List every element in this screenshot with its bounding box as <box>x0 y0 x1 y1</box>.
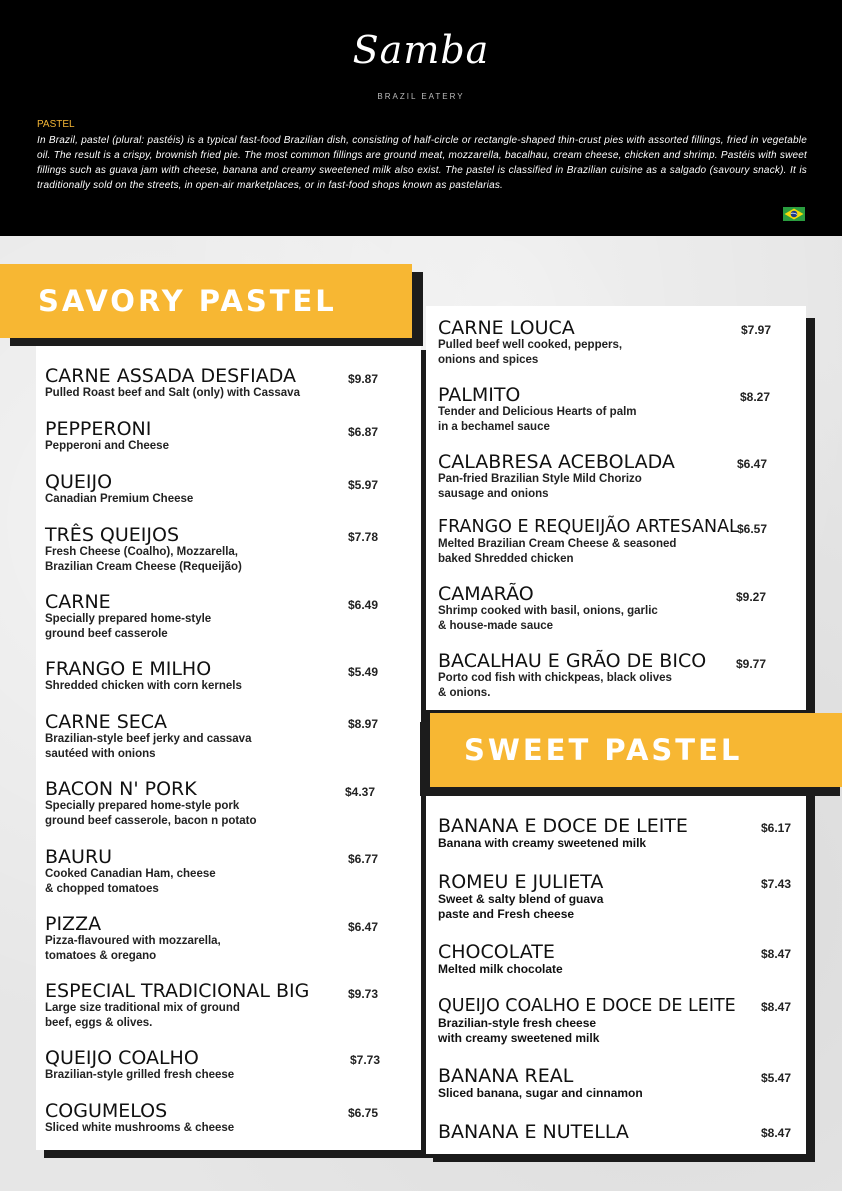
item-name: TRÊS QUEIJOS <box>45 524 180 546</box>
menu-item <box>45 525 242 575</box>
item-name: ROMEU E JULIETA <box>438 871 604 893</box>
menu-item <box>45 1048 234 1083</box>
item-name: ESPECIAL TRADICIONAL BIG <box>45 980 310 1002</box>
menu-item <box>45 419 169 454</box>
sweet-banner <box>430 713 842 787</box>
menu-item <box>45 914 221 964</box>
item-price: $9.77 <box>736 657 767 671</box>
menu-item <box>45 712 251 762</box>
item-price: $6.47 <box>737 457 768 471</box>
menu-item <box>45 472 193 507</box>
menu-item <box>438 1122 629 1142</box>
item-desc: Large size traditional mix of ground beef, eggs & olives. <box>45 1002 240 1029</box>
item-desc: Cooked Canadian Ham, cheese & chopped tomatoes <box>45 868 216 895</box>
item-name: PEPPERONI <box>45 418 152 440</box>
item-price: $6.75 <box>348 1106 379 1120</box>
item-price: $8.47 <box>761 1126 792 1140</box>
item-price: $9.73 <box>348 987 379 1001</box>
item-desc: Tender and Delicious Hearts of palm in a bechamel sauce <box>438 406 637 433</box>
item-price: $8.27 <box>740 390 771 404</box>
item-desc: Pulled Roast beef and Salt (only) with Cassava <box>45 387 300 399</box>
item-name: BANANA REAL <box>438 1065 574 1087</box>
menu-item <box>45 847 216 897</box>
item-desc: Brazilian-style fresh cheese with creamy sweetened milk <box>438 1016 600 1045</box>
item-name: PALMITO <box>438 384 521 406</box>
item-price: $6.17 <box>761 821 792 835</box>
item-name: BACON N' PORK <box>45 778 197 800</box>
item-price: $8.47 <box>761 947 792 961</box>
header <box>0 0 842 236</box>
menu-item <box>438 584 658 634</box>
item-desc: Specially prepared home-style ground beef casserole <box>45 613 212 640</box>
item-desc: Pepperoni and Cheese <box>45 440 169 452</box>
item-desc: Canadian Premium Cheese <box>45 493 194 505</box>
item-desc: Brazilian-style beef jerky and cassava sautéed with onions <box>45 733 252 760</box>
item-desc: Shredded chicken with corn kernels <box>45 680 242 692</box>
item-name: CHOCOLATE <box>438 941 555 963</box>
intro-text: In Brazil, pastel (plural: pastéis) is a typical fast-food Brazilian dish, consisting of half-circle or rectangle-shaped thin-crust pies with assorted fillings, fried in vegetable oil. The result is a crispy, brownish fried pie. The most common fillings are ground meat, mozzarella, bacalhau, cream cheese, chicken and shrimp. Pastéis with sweet fillings such as guava jam with cheese, banana and creamy sweetened milk also exist. The pastel is classified in Brazilian cuisine as a salgado (savoury snack). It is traditionally sold on the streets, in open-air marketplaces, or in fast-food shops known as pastelarias. <box>37 135 807 191</box>
item-price: $7.73 <box>350 1053 381 1067</box>
menu-item <box>438 996 736 1046</box>
item-desc: Pizza-flavoured with mozzarella, tomatoes & oregano <box>45 935 221 962</box>
item-name: QUEIJO <box>45 471 113 493</box>
item-desc: Melted Brazilian Cream Cheese & seasoned baked Shredded chicken <box>438 538 677 565</box>
brazil-flag-icon <box>783 207 805 221</box>
item-name: BACALHAU E GRÃO DE BICO <box>438 650 707 672</box>
item-desc: Fresh Cheese (Coalho), Mozzarella, Brazilian Cream Cheese (Requeijão) <box>45 546 242 573</box>
item-desc: Banana with creamy sweetened milk <box>438 836 647 850</box>
item-name: PIZZA <box>45 913 102 935</box>
item-name: QUEIJO COALHO E DOCE DE LEITE <box>438 996 736 1016</box>
item-desc: Specially prepared home-style pork ground beef casserole, bacon n potato <box>45 800 257 827</box>
item-name: COGUMELOS <box>45 1100 168 1122</box>
item-name: CARNE <box>45 591 111 613</box>
item-name: BAURU <box>45 846 113 868</box>
item-desc: Brazilian-style grilled fresh cheese <box>45 1069 235 1081</box>
menu-item <box>438 651 706 701</box>
item-name: BANANA E DOCE DE LEITE <box>438 815 688 837</box>
item-price: $7.43 <box>761 877 792 891</box>
item-name: CARNE ASSADA DESFIADA <box>45 365 297 387</box>
brand-logo: Samba <box>352 28 490 72</box>
item-name: CAMARÃO <box>438 583 534 605</box>
menu-item <box>438 816 688 851</box>
item-desc: Sliced banana, sugar and cinnamon <box>438 1086 643 1100</box>
item-price: $4.37 <box>345 785 376 799</box>
item-name: CARNE LOUCA <box>438 317 575 339</box>
item-desc: Sliced white mushrooms & cheese <box>45 1122 235 1134</box>
menu-item <box>438 1066 643 1101</box>
sweet-title: SWEET PASTEL <box>464 733 743 767</box>
item-name: CARNE SECA <box>45 711 168 733</box>
item-price: $6.87 <box>348 425 379 439</box>
savory-banner <box>0 264 412 338</box>
brand-tagline: BRAZIL EATERY <box>377 92 465 101</box>
item-desc: Pan-fried Brazilian Style Mild Chorizo sausage and onions <box>438 473 642 500</box>
item-price: $6.57 <box>737 522 768 536</box>
item-price: $7.78 <box>348 530 379 544</box>
item-price: $5.47 <box>761 1071 792 1085</box>
menu-item <box>438 872 603 922</box>
item-desc: Pulled beef well cooked, peppers, onions and spices <box>438 339 623 366</box>
item-desc: Melted milk chocolate <box>438 962 563 976</box>
item-name: BANANA E NUTELLA <box>438 1121 629 1143</box>
item-name: FRANGO E MILHO <box>45 658 212 680</box>
item-price: $8.47 <box>761 1000 792 1014</box>
menu-item <box>45 779 257 829</box>
menu-item <box>45 366 300 401</box>
menu-item <box>45 1101 234 1136</box>
item-desc: Shrimp cooked with basil, onions, garlic & house-made sauce <box>438 605 658 632</box>
menu-item <box>45 981 309 1031</box>
item-price: $6.49 <box>348 598 379 612</box>
item-name: QUEIJO COALHO <box>45 1047 199 1069</box>
item-price: $5.97 <box>348 478 379 492</box>
menu-item <box>438 942 563 977</box>
menu-item <box>438 517 739 567</box>
menu-item <box>438 318 622 368</box>
savory-title: SAVORY PASTEL <box>38 284 337 318</box>
menu-item <box>438 452 675 502</box>
intro-title: PASTEL <box>37 119 75 130</box>
item-price: $9.87 <box>348 372 379 386</box>
item-name: CALABRESA ACEBOLADA <box>438 451 675 473</box>
item-price: $6.47 <box>348 920 379 934</box>
item-price: $5.49 <box>348 665 379 679</box>
item-price: $6.77 <box>348 852 379 866</box>
item-desc: Sweet & salty blend of guava paste and Fresh cheese <box>438 892 604 921</box>
item-price: $7.97 <box>741 323 772 337</box>
menu-item <box>438 385 637 435</box>
item-desc: Porto cod fish with chickpeas, black olives & onions. <box>438 672 672 699</box>
item-price: $8.97 <box>348 717 379 731</box>
menu-item <box>45 592 211 642</box>
item-name: FRANGO E REQUEIJÃO ARTESANAL <box>438 517 739 537</box>
menu-item <box>45 659 242 694</box>
item-price: $9.27 <box>736 590 767 604</box>
